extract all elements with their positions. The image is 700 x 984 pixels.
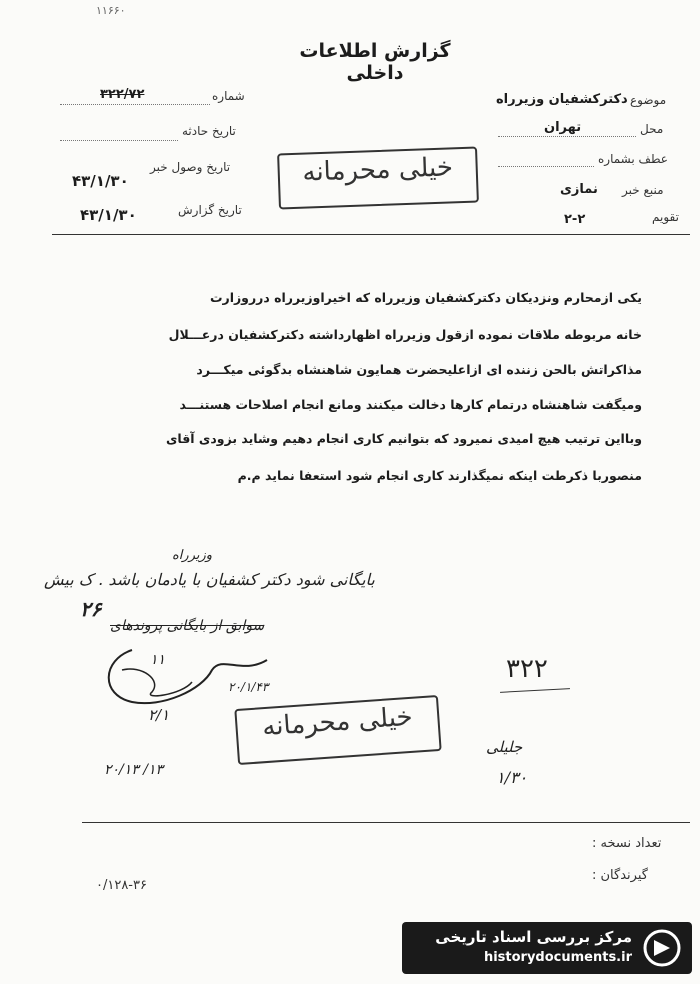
rating-label: تقویم <box>652 210 679 224</box>
confidential-stamp-top: خیلی محرمانه <box>277 147 479 210</box>
number-value: ۳۲۲/۷۲ <box>100 87 145 102</box>
archive-logo-icon <box>642 928 682 968</box>
event-date-dots <box>60 140 178 141</box>
source-value: نمازی <box>560 182 598 197</box>
number-dots <box>60 104 210 105</box>
reference-label: عطف بشماره <box>598 152 668 166</box>
handwritten-note-word: وزیرراه <box>172 548 213 563</box>
form-code: ۰/۱۲۸-۳۶ <box>96 878 147 893</box>
handwritten-side-word: جلیلی <box>486 738 523 756</box>
body-line-1: یکی ازمحارم ونزدیکان دکترکشفیان وزیرراه که اخیراوزیرراه درروزارت <box>209 290 642 305</box>
location-dots <box>498 136 636 137</box>
watermark-website: historydocuments.ir <box>483 950 632 965</box>
number-label: شماره <box>212 89 245 103</box>
report-date-value: ۴۳/۱/۳۰ <box>80 206 137 224</box>
archive-watermark <box>402 922 692 974</box>
handwritten-note: بایگانی شود دکتر کشفیان با یادمان باشد . ک بیش <box>44 570 375 589</box>
event-date-label: تاریخ حادثه <box>182 124 236 138</box>
copies-label: تعداد نسخه : <box>592 836 662 851</box>
recipients-label: گیرندگان : <box>592 868 648 883</box>
confidential-stamp-bottom: خیلی محرمانه <box>234 695 441 765</box>
header-divider <box>52 234 690 235</box>
signature-scribble <box>92 640 292 710</box>
handwritten-number: ۲۶ <box>80 597 102 621</box>
location-value: تهران <box>544 120 582 135</box>
handwritten-side-number: ۱/۳۰ <box>496 768 528 787</box>
received-date-label: تاریخ وصول خبر <box>150 160 231 174</box>
report-date-label: تاریخ گزارش <box>178 203 242 217</box>
handwritten-number-right: ۳۲۲ <box>506 654 548 684</box>
source-label: منبع خبر <box>622 183 664 197</box>
reference-dots <box>498 166 594 167</box>
handwritten-reference: ۱۳/ ۲۰/۱۳ <box>104 762 164 778</box>
body-line-5: وبااین ترتیب هیچ امیدی نمیرود که بتوانیم کاری انجام دهیم وشاید بزودی آقای <box>165 431 642 446</box>
number-right-underline <box>500 688 570 693</box>
body-line-3: مذاکراتش بالحن زننده ای ازاعلیحضرت همایون شاهنشاه بدگوئی میکـــرد <box>196 362 642 377</box>
location-label: محل <box>640 122 664 136</box>
handwritten-mark: ۲/۱ <box>148 706 170 724</box>
watermark-org-name: مرکز بررسی اسناد تاریخی <box>435 928 632 946</box>
body-line-4: ومیگفت شاهنشاه درتمام کارها دخالت میکنند ومانع انجام اصلاحات هستنـــد <box>179 397 642 412</box>
received-date-value: ۴۳/۱/۳۰ <box>72 172 129 190</box>
signature-number: ۱۱ <box>150 652 166 668</box>
document-title: گزارش اطلاعات داخلی <box>299 40 451 84</box>
handwritten-crossed-line: سوابق از بایگانی پروندهای <box>110 618 265 634</box>
subject-label: موضوع <box>630 93 667 107</box>
corner-mark: ۱۱۶۶۰ <box>96 4 126 17</box>
footer-divider <box>82 822 690 823</box>
rating-value: ۲-۲ <box>564 212 586 227</box>
body-line-6: منصوربا ذکرطت اینکه نمیگذارند کاری انجام شود استعفا نماید م.م <box>237 468 642 483</box>
subject-value: دکترکشفیان وزیرراه <box>496 92 628 107</box>
signature-date: ۲۰/۱/۴۳ <box>228 680 269 694</box>
body-line-2: خانه مربوطه ملاقات نموده ازقول وزیرراه اظهارداشته دکترکشفیان درعـــلال <box>168 327 642 342</box>
